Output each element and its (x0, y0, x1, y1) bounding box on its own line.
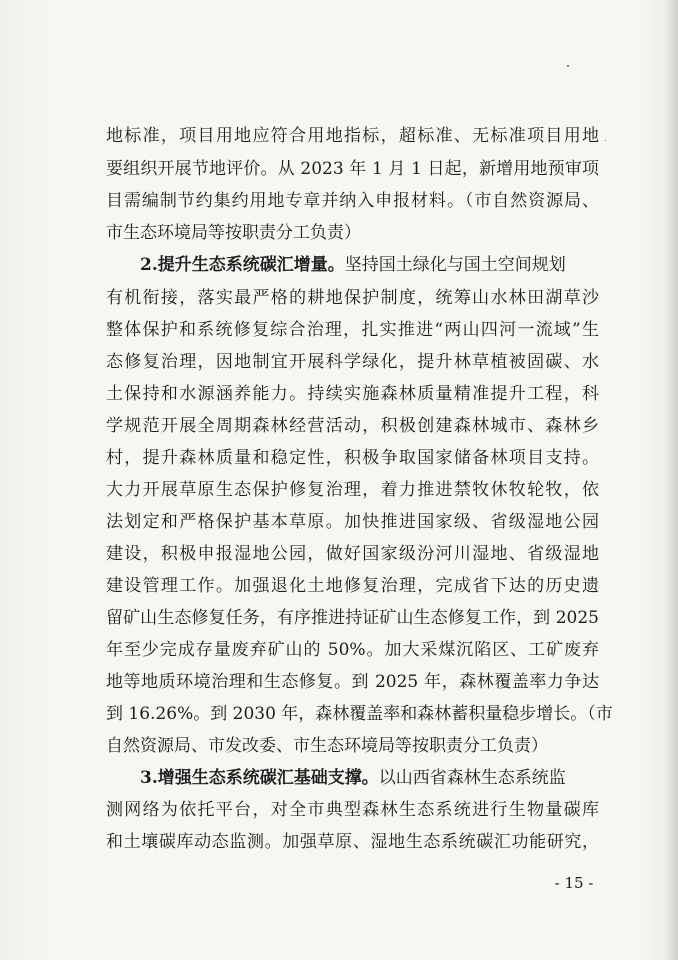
body-text-line: 市生态环境局等按职责分工负责） (106, 223, 361, 243)
body-text-line: 年至少完成存量废弃矿山的 50%。加大采煤沉陷区、工矿废弃 (106, 640, 599, 660)
body-text-line: 土保持和水源涵养能力。持续实施森林质量精准提升工程，科 (106, 384, 599, 404)
body-text-line: 态修复治理，因地制宜开展科学绿化，提升林草植被固碳、水 (106, 352, 599, 372)
body-text-line: 建设，积极申报湿地公园，做好国家级汾河川湿地、省级湿地 (106, 544, 599, 564)
paragraph-3-first-line (140, 763, 599, 793)
body-text-line: 和土壤碳库动态监测。加强草原、湿地生态系统碳汇功能研究， (106, 832, 599, 852)
page-edge-shadow (664, 0, 678, 960)
body-text-line: 建设管理工作。加强退化土地修复治理，完成省下达的历史遗 (106, 576, 599, 596)
body-text-line: 到 16.26%。到 2030 年，森林覆盖率和森林蓄积量稳步增长。（市 (106, 704, 613, 724)
body-text-line: 村，提升森林质量和稳定性，积极争取国家储备林项目支持。 (106, 448, 599, 468)
body-text-line: 学规范开展全周期森林经营活动，积极创建森林城市、森林乡 (106, 416, 599, 436)
body-text-line: 整体保护和系统修复综合治理，扎实推进“两山四河一流域”生 (106, 320, 599, 340)
body-text-line: 有机衔接，落实最严格的耕地保护制度，统筹山水林田湖草沙 (106, 288, 599, 308)
body-text-line: 自然资源局、市发改委、市生态环境局等按职责分工负责） (106, 736, 548, 756)
paragraph-text: 以山西省森林生态系统监 (378, 768, 566, 788)
body-text-line: 目需编制节约集约用地专章并纳入申报材料。（市自然资源局、 (106, 191, 599, 211)
body-text-line: 测网络为依托平台，对全市典型森林生态系统进行生物量碳库 (106, 800, 599, 820)
body-text-line: 地标准，项目用地应符合用地指标，超标准、无标准项目用地 (106, 126, 599, 146)
body-text-line: 法划定和严格保护基本草原。加快推进国家级、省级湿地公园 (106, 512, 599, 532)
section-heading: 2.提升生态系统碳汇增量。 (140, 255, 345, 275)
body-text-line: 要组织开展节地评价。从 2023 年 1 月 1 日起，新增用地预审项 (106, 159, 599, 179)
body-text-line: 留矿山生态修复任务，有序推进持证矿山生态修复工作，到 2025 (106, 608, 599, 628)
paragraph-text: 坚持国土绿化与国土空间规划 (344, 255, 566, 275)
scan-speck (605, 140, 606, 141)
paragraph-2-first-line (140, 250, 599, 280)
scan-speck (567, 65, 569, 67)
body-text-line: 大力开展草原生态保护修复治理，着力推进禁牧休牧轮牧，依 (106, 480, 599, 500)
section-heading: 3.增强生态系统碳汇基础支撑。 (140, 768, 379, 788)
body-text-line: 地等地质环境治理和生态修复。到 2025 年，森林覆盖率力争达 (106, 672, 599, 692)
page-number: - 15 - (554, 874, 594, 892)
